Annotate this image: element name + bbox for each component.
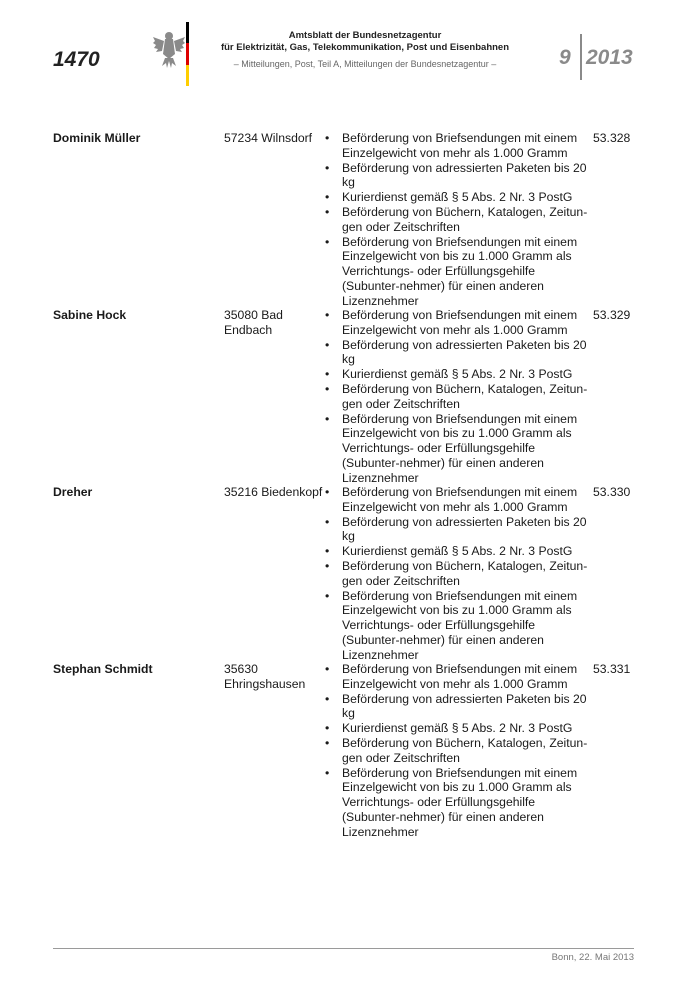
flag-bar bbox=[186, 22, 189, 86]
service-item: • Kurierdienst gemäß § 5 Abs. 2 Nr. 3 PostG bbox=[325, 544, 573, 559]
service-text: Kurierdienst gemäß § 5 Abs. 2 Nr. 3 PostG bbox=[342, 721, 573, 736]
service-item: • Beförderung von adressierten Paketen bis 20 kg bbox=[325, 160, 587, 190]
flag-stripe-red bbox=[186, 43, 189, 65]
masthead bbox=[215, 30, 515, 69]
licensee-place: 35630 Ehringshausen bbox=[224, 662, 306, 691]
service-text: Beförderung von Büchern, Katalogen, Zeitun-gen oder Zeitschriften bbox=[342, 204, 588, 234]
service-item: • Beförderung von Briefsendungen mit einem Einzelgewicht von bis zu 1.000 Gramm als Verrichtungs- oder Erfüllungsgehilfe (Subunter-nehmer) für einen anderen Lizenznehmer bbox=[325, 588, 578, 662]
license-number: 53.329 bbox=[593, 308, 631, 322]
service-item: • Beförderung von Briefsendungen mit einem Einzelgewicht von bis zu 1.000 Gramm als Verrichtungs- oder Erfüllungsgehilfe (Subunter-nehmer) für einen anderen Lizenznehmer bbox=[325, 411, 578, 485]
service-item: • Beförderung von Büchern, Katalogen, Zeitun-gen oder Zeitschriften bbox=[325, 381, 588, 411]
page-number: 1470 bbox=[53, 48, 100, 71]
service-item: • Beförderung von Büchern, Katalogen, Zeitun-gen oder Zeitschriften bbox=[325, 558, 588, 588]
license-number: 53.331 bbox=[593, 662, 631, 676]
service-item: • Beförderung von adressierten Paketen bis 20 kg bbox=[325, 691, 587, 721]
service-text: Kurierdienst gemäß § 5 Abs. 2 Nr. 3 PostG bbox=[342, 544, 573, 559]
service-text: Beförderung von Briefsendungen mit einem Einzelgewicht von mehr als 1.000 Gramm bbox=[342, 308, 578, 337]
service-list bbox=[322, 662, 592, 840]
service-item: • Beförderung von adressierten Paketen bis 20 kg bbox=[325, 514, 587, 544]
service-text: Beförderung von adressierten Paketen bis 20 kg bbox=[342, 160, 587, 190]
issue-year: 2013 bbox=[586, 46, 633, 69]
license-number: 53.328 bbox=[593, 131, 631, 145]
service-text: Beförderung von Briefsendungen mit einem Einzelgewicht von mehr als 1.000 Gramm bbox=[342, 662, 578, 691]
licensee-place: 57234 Wilnsdorf bbox=[224, 131, 313, 145]
footer-divider bbox=[53, 948, 634, 949]
licensee-name: Sabine Hock bbox=[53, 308, 127, 322]
service-text: Beförderung von Büchern, Katalogen, Zeitun-gen oder Zeitschriften bbox=[342, 381, 588, 411]
service-item: • Beförderung von Briefsendungen mit einem Einzelgewicht von mehr als 1.000 Gramm bbox=[325, 485, 578, 514]
service-text: Beförderung von adressierten Paketen bis 20 kg bbox=[342, 691, 587, 721]
service-text: Beförderung von Briefsendungen mit einem Einzelgewicht von bis zu 1.000 Gramm als Verrichtungs- oder Erfüllungsgehilfe (Subunter-nehmer) für einen anderen Lizenznehmer bbox=[342, 411, 578, 485]
service-text: Kurierdienst gemäß § 5 Abs. 2 Nr. 3 PostG bbox=[342, 190, 573, 205]
service-item: • Kurierdienst gemäß § 5 Abs. 2 Nr. 3 PostG bbox=[325, 367, 573, 382]
service-text: Beförderung von adressierten Paketen bis 20 kg bbox=[342, 337, 587, 367]
service-text: Beförderung von Büchern, Katalogen, Zeitun-gen oder Zeitschriften bbox=[342, 558, 588, 588]
service-text: Beförderung von adressierten Paketen bis 20 kg bbox=[342, 514, 587, 544]
masthead-subtitle: für Elektrizität, Gas, Telekommunikation, Post und Eisenbahnen bbox=[220, 42, 510, 53]
service-item: • Beförderung von Büchern, Katalogen, Zeitun-gen oder Zeitschriften bbox=[325, 204, 588, 234]
licensee-name: Dreher bbox=[53, 485, 93, 499]
service-text: Kurierdienst gemäß § 5 Abs. 2 Nr. 3 PostG bbox=[342, 367, 573, 382]
service-text: Beförderung von Briefsendungen mit einem Einzelgewicht von mehr als 1.000 Gramm bbox=[342, 131, 578, 160]
service-item: • Kurierdienst gemäß § 5 Abs. 2 Nr. 3 PostG bbox=[325, 190, 573, 205]
issue-number: 9 bbox=[559, 46, 571, 69]
licensee-name: Dominik Müller bbox=[53, 131, 141, 145]
masthead-title: Amtsblatt der Bundesnetzagentur bbox=[288, 30, 442, 41]
licensee-name: Stephan Schmidt bbox=[53, 662, 153, 676]
service-list bbox=[322, 308, 592, 486]
service-text: Beförderung von Briefsendungen mit einem Einzelgewicht von mehr als 1.000 Gramm bbox=[342, 485, 578, 514]
service-text: Beförderung von Briefsendungen mit einem Einzelgewicht von bis zu 1.000 Gramm als Verrichtungs- oder Erfüllungsgehilfe (Subunter-nehmer) für einen anderen Lizenznehmer bbox=[342, 588, 578, 662]
licensee-place: 35080 Bad Endbach bbox=[224, 308, 283, 337]
issue-divider bbox=[580, 34, 582, 80]
service-text: Beförderung von Briefsendungen mit einem Einzelgewicht von bis zu 1.000 Gramm als Verrichtungs- oder Erfüllungsgehilfe (Subunter-nehmer) für einen anderen Lizenznehmer bbox=[342, 765, 578, 839]
service-item: • Beförderung von Büchern, Katalogen, Zeitun-gen oder Zeitschriften bbox=[325, 735, 588, 765]
service-item: • Beförderung von Briefsendungen mit einem Einzelgewicht von mehr als 1.000 Gramm bbox=[325, 662, 578, 691]
section-label: – Mitteilungen, Post, Teil A, Mitteilungen der Bundesnetzagentur – bbox=[233, 59, 497, 69]
service-item: • Kurierdienst gemäß § 5 Abs. 2 Nr. 3 PostG bbox=[325, 721, 573, 736]
license-number: 53.330 bbox=[593, 485, 631, 499]
flag-stripe-gold bbox=[186, 65, 189, 86]
service-item: • Beförderung von Briefsendungen mit einem Einzelgewicht von bis zu 1.000 Gramm als Verrichtungs- oder Erfüllungsgehilfe (Subunter-nehmer) für einen anderen Lizenznehmer bbox=[325, 765, 578, 839]
flag-stripe-black bbox=[186, 22, 189, 43]
footer-date: Bonn, 22. Mai 2013 bbox=[551, 952, 634, 963]
service-item: • Beförderung von Briefsendungen mit einem Einzelgewicht von mehr als 1.000 Gramm bbox=[325, 131, 578, 160]
service-item: • Beförderung von adressierten Paketen bis 20 kg bbox=[325, 337, 587, 367]
service-item: • Beförderung von Briefsendungen mit einem Einzelgewicht von bis zu 1.000 Gramm als Verrichtungs- oder Erfüllungsgehilfe (Subunter-nehmer) für einen anderen Lizenznehmer bbox=[325, 234, 578, 308]
service-item: • Beförderung von Briefsendungen mit einem Einzelgewicht von mehr als 1.000 Gramm bbox=[325, 308, 578, 337]
federal-eagle-icon bbox=[152, 30, 186, 70]
service-list bbox=[322, 131, 592, 309]
service-list bbox=[322, 485, 592, 663]
licensee-place: 35216 Biedenkopf bbox=[224, 485, 323, 499]
service-text: Beförderung von Büchern, Katalogen, Zeitun-gen oder Zeitschriften bbox=[342, 735, 588, 765]
service-text: Beförderung von Briefsendungen mit einem Einzelgewicht von bis zu 1.000 Gramm als Verrichtungs- oder Erfüllungsgehilfe (Subunter-nehmer) für einen anderen Lizenznehmer bbox=[342, 234, 578, 308]
